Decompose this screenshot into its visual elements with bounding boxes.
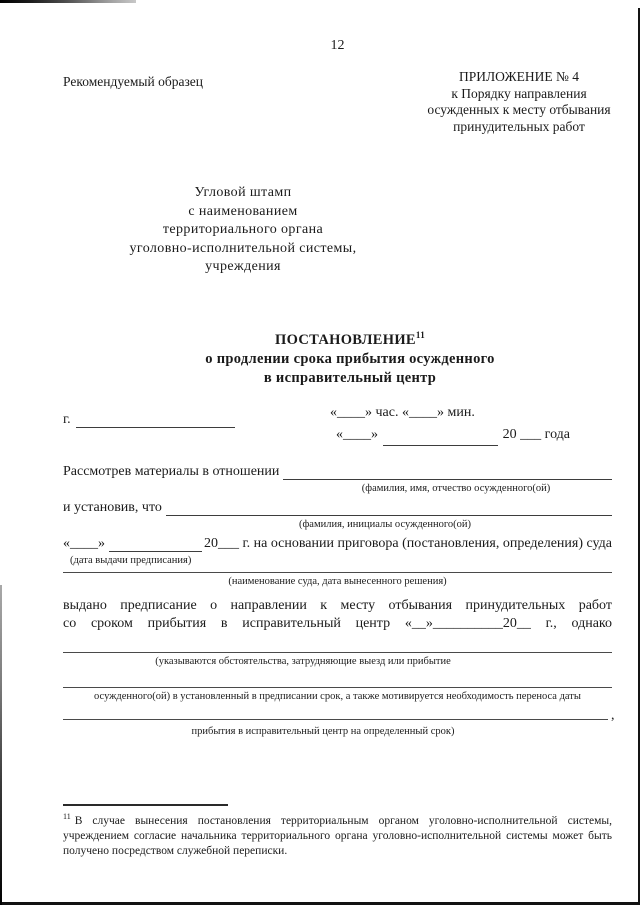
established-blank-line	[166, 500, 612, 516]
city-row	[63, 412, 235, 428]
appendix-line: к Порядку направления	[451, 85, 587, 101]
title-footnote-ref: 11	[415, 330, 426, 340]
circumstances-caption: (указываются обстоятельства, затрудняющие выезд или прибытие	[155, 656, 451, 667]
city-prefix: г.	[63, 412, 71, 427]
appendix-line: осужденных к месту отбывания	[427, 102, 611, 117]
title-text: ПОСТАНОВЛЕНИЕ	[274, 331, 416, 348]
order-paragraph-line: выдано предписание о направлении к месту отбывания принудительных работ	[63, 598, 612, 613]
considered-blank-line	[283, 464, 612, 480]
order-paragraph-line: со сроком прибытия в исправительный центр «__»__________20__ г., однако	[63, 615, 612, 631]
stamp-line: уголовно-исполнительной системы,	[129, 240, 357, 256]
date-line	[330, 424, 570, 446]
deadline-caption: осужденного(ой) в установленный в предписании срок, а также мотивируется необходимость переноса даты	[94, 691, 581, 702]
considered-row	[63, 464, 612, 480]
scan-edge-top	[0, 0, 136, 3]
established-caption: (фамилия, инициалы осужденного(ой)	[299, 519, 471, 530]
corner-stamp-block	[63, 184, 423, 277]
established-row	[63, 500, 612, 516]
deadline-blank-line	[63, 687, 612, 688]
stamp-line: территориального органа	[162, 222, 324, 237]
arrival-caption: прибытия в исправительный центр на определенный срок)	[191, 726, 455, 737]
appendix-line: ПРИЛОЖЕНИЕ № 4	[458, 69, 580, 84]
recommended-sample-label: Рекомендуемый образец	[63, 74, 204, 89]
appendix-line: принудительных работ	[453, 118, 585, 134]
time-line: «____» час. «____» мин.	[330, 405, 475, 420]
document-title	[80, 326, 620, 350]
footnote-ref: 11	[63, 812, 71, 821]
document-subtitle: о продлении срока прибытия осужденного	[205, 350, 495, 367]
document-title-block	[80, 326, 620, 388]
court-blank-line	[63, 572, 612, 573]
date-issued-row	[63, 536, 612, 552]
stamp-line: учреждения	[205, 259, 281, 274]
date-issued-open-quote: «____»	[63, 536, 105, 551]
date-open-quote: «____»	[336, 427, 378, 442]
stamp-line: с наименованием	[188, 203, 298, 219]
considered-prefix: Рассмотрев материалы в отношении	[63, 464, 280, 479]
date-issued-blank-line	[109, 536, 202, 552]
date-issued-caption: (дата выдачи предписания)	[70, 555, 192, 566]
scan-edge-left	[0, 585, 2, 905]
appendix-block	[425, 69, 613, 135]
footnote-text-block	[63, 809, 612, 859]
page-number: 12	[330, 38, 345, 53]
date-blank-line	[383, 424, 498, 446]
considered-caption: (фамилия, имя, отчество осужденного(ой)	[361, 483, 551, 494]
stamp-line: Угловой штамп	[194, 185, 292, 200]
court-caption: (наименование суда, дата вынесенного решения)	[228, 576, 447, 587]
arrival-blank-line	[63, 719, 608, 720]
footnote-separator	[63, 804, 228, 806]
order-paragraph	[63, 597, 612, 632]
document-subtitle: в исправительный центр	[263, 369, 437, 386]
circumstances-blank-line	[63, 652, 612, 653]
arrival-line-comma: ,	[611, 708, 615, 723]
date-year: 20 ___ года	[502, 427, 570, 442]
date-issued-rest: 20___ г. на основании приговора (постановления, определения) суда	[203, 536, 612, 551]
established-prefix: и установив, что	[63, 500, 162, 515]
city-blank-line	[76, 412, 235, 428]
time-block	[330, 402, 570, 446]
footnote-text: В случае вынесения постановления территориальным органом уголовно-исполнительной системы, учреждением согласие начальника территориального органа уголовно-исполнительной системы может быть получено посредством служебной переписки.	[63, 814, 612, 857]
